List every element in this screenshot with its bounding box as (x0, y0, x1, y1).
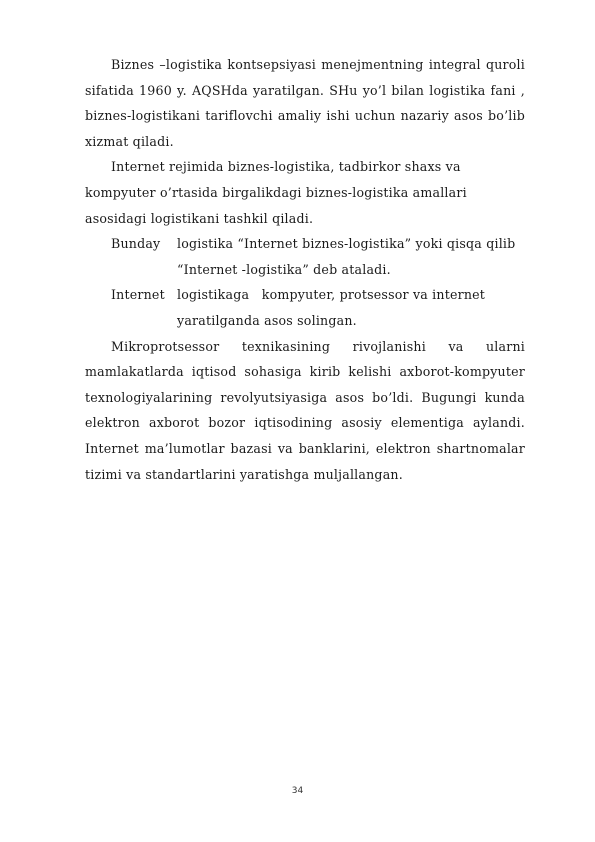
definition-term: Bunday (111, 236, 161, 252)
definition-term: Internet (111, 287, 165, 303)
definition-row (85, 231, 525, 282)
page-number: 34 (291, 786, 304, 796)
paragraph-microprocessor: Mikroprotsessor texnikasining rivojlanishi va ularni mamlakatlarda iqtisod sohasiga kirib kelishi axborot-kompyuter texnologiyalarining revolyutsiyasiga asos bo’ldi. Bugungi kunda elektron axborot bozor iqtisodining asosiy elementiga aylandi. Internet ma’lumotlar bazasi va banklarini, elektron shartnomalar tizimi va standartlarini yaratishga muljallangan. (85, 338, 525, 482)
definition-text: logistikaga kompyuter, protsessor va internet yaratilganda asos solingan. (177, 287, 486, 328)
definition-row (85, 282, 525, 333)
paragraph-internet-regime: Internet rejimida biznes-logistika, tadbirkor shaxs va kompyuter o’rtasida birgalikdagi biznes-logistika amallari asosidagi logistikani tashkil qiladi. (85, 159, 467, 226)
definition-text: logistika “Internet biznes-logistika” yoki qisqa qilib “Internet -logistika” deb ataladi. (177, 236, 516, 277)
body-text (85, 52, 525, 487)
paragraph-biznes-logistika-intro: Biznes –logistika kontsepsiyasi menejmentning integral quroli sifatida 1960 y. AQSHda yaratilgan. SHu yo’l bilan logistika fani , biznes-logistikani tariflovchi amaliy ishi uchun nazariy asos bo’lib xizmat qiladi. (85, 57, 525, 149)
